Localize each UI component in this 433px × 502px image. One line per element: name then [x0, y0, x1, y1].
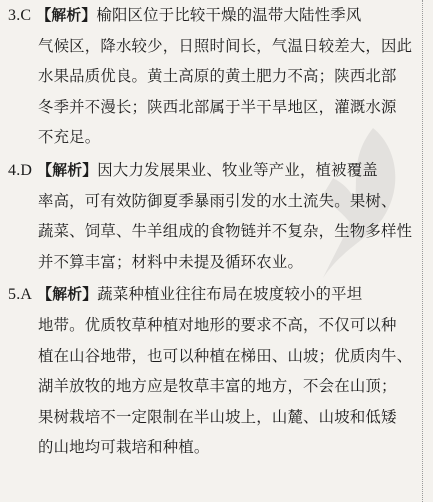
- answer-item-4: [8, 155, 416, 277]
- answer-item-5: [8, 279, 416, 463]
- answer-first-line: [8, 155, 416, 186]
- explanation-line: 的山地均可栽培和种植。: [38, 438, 210, 457]
- explanation-line: 地带。优质牧草种植对地形的要求不高，不仅可以种: [38, 315, 397, 334]
- answer-choice: D: [20, 161, 33, 179]
- question-number: 5.: [8, 286, 21, 304]
- question-number: 4.: [8, 161, 21, 179]
- explanation-line: 果树栽培不一定限制在半山坡上，山麓、山坡和低矮: [38, 407, 397, 426]
- explanation-line: 水果品质优良。黄土高原的黄土肥力不高；陕西北部: [38, 67, 397, 86]
- explanation-line: 率高，可有效防御夏季暴雨引发的水土流失。果树、: [38, 191, 397, 210]
- explanation-line: 不充足。: [38, 128, 101, 147]
- answer-choice: A: [20, 286, 33, 304]
- explanation-line: 蔬菜、饲草、牛羊组成的食物链并不复杂，生物多样性: [38, 222, 413, 241]
- explanation-line: 气候区，降水较少，日照时间长，气温日较差大，因此: [38, 36, 413, 55]
- explanation-line: 并不算丰富；材料中未提及循环农业。: [38, 252, 304, 271]
- analysis-tag: 【解析】: [37, 286, 98, 304]
- column-divider: [422, 0, 423, 502]
- analysis-tag: 【解析】: [36, 7, 97, 24]
- answer-choice: C: [20, 7, 32, 24]
- analysis-tag: 【解析】: [37, 161, 98, 179]
- explanation-text: 蔬菜种植业往往布局在坡度较小的平坦: [97, 285, 363, 304]
- answer-item-3: [8, 0, 416, 153]
- answer-first-line: [8, 279, 416, 310]
- answer-list: [8, 0, 416, 465]
- explanation-text: 因大力发展果业、牧业等产业，植被覆盖: [97, 160, 378, 179]
- question-number: 3.: [8, 7, 21, 24]
- explanation-line: 植在山谷地带，也可以种植在梯田、山坡；优质肉牛、: [38, 346, 413, 365]
- answer-first-line: [8, 0, 416, 31]
- explanation-line: 湖羊放牧的地方应是牧草丰富的地方，不会在山顶；: [38, 377, 397, 396]
- explanation-text: 榆阳区位于比较干燥的温带大陆性季风: [96, 6, 362, 24]
- explanation-line: 冬季并不漫长；陕西北部属于半干旱地区，灌溉水源: [38, 97, 397, 116]
